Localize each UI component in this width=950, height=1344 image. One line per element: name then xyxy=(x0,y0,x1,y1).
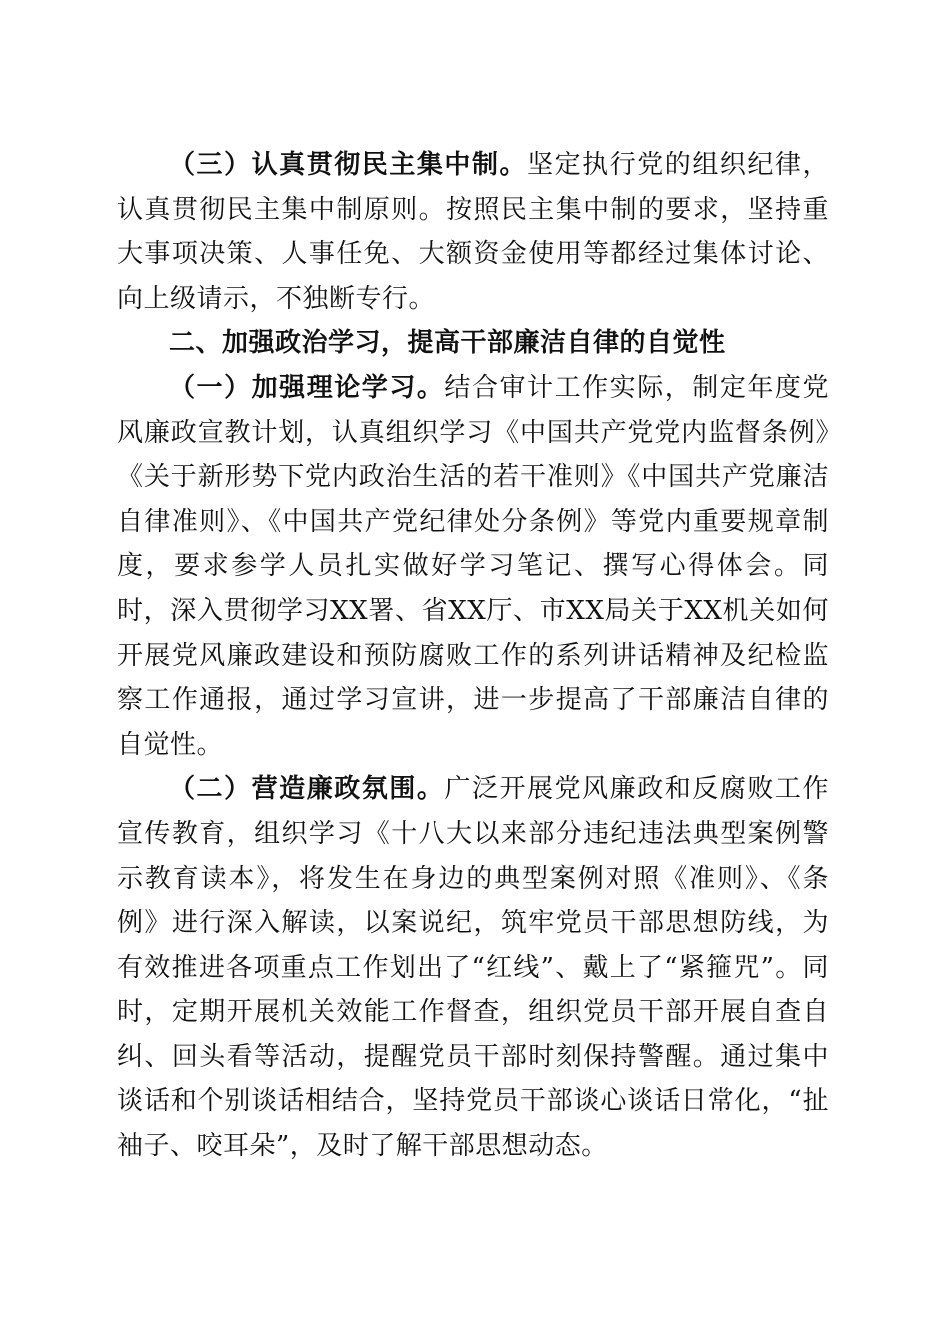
paragraph-body: 结合审计工作实际，制定年度党风廉政宣教计划，认真组织学习《中国共产党党内监督条例》《关于新形势下党内政治生活的若干准则》《中国共产党廉洁自律准则》、《中国共产党纪律处分条例》等党内重要规章制度，要求参学人员扎实做好学习笔记、撰写心得体会。同时，深入贯彻学习XX署、省XX厅、市XX局关于XX机关如何开展党风廉政建设和预防腐败工作的系列讲话精神及纪检监察工作通报，通过学习宣讲，进一步提高了干部廉洁自律的自觉性。 xyxy=(117,372,829,760)
paragraph-body: 广泛开展党风廉政和反腐败工作宣传教育，组织学习《十八大以来部分违纪违法典型案例警示教育读本》，将发生在身边的典型案例对照《准则》、《条例》进行深入解读，以案说纪，筑牢党员干部思想防线，为有效推进各项重点工作划出了“红线”、戴上了“紧箍咒”。同时，定期开展机关效能工作督查，组织党员干部开展自查自纠、回头看等活动，提醒党员干部时刻保持警醒。通过集中谈话和个别谈话相结合，坚持党员干部谈心谈话日常化，“扯袖子、咬耳朵”，及时了解干部思想动态。 xyxy=(117,774,829,1162)
paragraph-body: 坚定执行党的组织纪律，认真贯彻民主集中制原则。按照民主集中制的要求，坚持重大事项决策、人事任免、大额资金使用等都经过集体讨论、向上级请示，不独断专行。 xyxy=(117,150,829,314)
paragraph-lead: （二）营造廉政氛围。 xyxy=(169,774,445,805)
document-page xyxy=(117,143,829,1169)
paragraph-theory-study xyxy=(117,366,829,767)
paragraph-lead: （三）认真贯彻民主集中制。 xyxy=(169,150,528,180)
paragraph-democratic-centralism xyxy=(117,143,829,321)
section-heading: 二、加强政治学习，提高干部廉洁自律的自觉性 xyxy=(169,328,726,359)
paragraph-lead: （一）加强理论学习。 xyxy=(169,372,445,403)
paragraph-integrity-atmosphere xyxy=(117,767,829,1168)
